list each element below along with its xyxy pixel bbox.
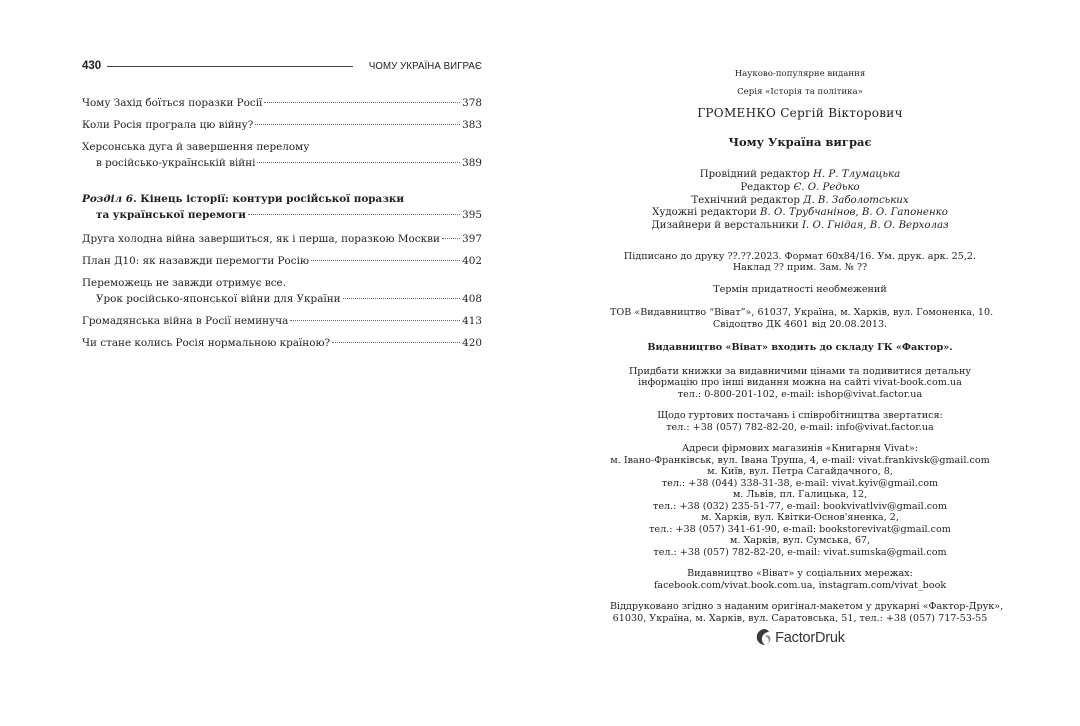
table-of-contents (82, 95, 482, 351)
toc-entry[interactable] (82, 117, 482, 133)
shelf-life: Термін придатності необмежений (713, 283, 887, 295)
dot-leader (332, 342, 460, 343)
running-head (82, 58, 482, 74)
dot-leader (290, 320, 460, 321)
toc-entry-title: План Д10: як назавжди перемогти Росію (82, 255, 309, 267)
credit-line: Технічний редактор Д. В. Заболотських (691, 194, 909, 206)
toc-entry[interactable] (82, 313, 482, 329)
toc-entry[interactable] (82, 253, 482, 269)
print-details: Підписано до друку ??.??.2023. Формат 60х84/16. Ум. друк. арк. 25,2. Наклад ?? прим. Зам. № ?? (623, 250, 977, 274)
printer-info: Віддруковано згідно з наданим оригінал-макетом у друкарні «Фактор-Друк», 61030, Україна, м. Харків, вул. Саратовська, 51, тел.: +38 (057) 717-53-55 (610, 601, 1004, 624)
credit-line: Дизайнери й верстальники І. О. Гнідая, В. О. Верхолаз (651, 220, 949, 232)
toc-entry-page: 413 (462, 315, 482, 327)
author-name: ГРОМЕНКО Сергій Вікторович (697, 106, 903, 120)
toc-entry-title-line2: Урок російсько-японської війни для України (96, 293, 341, 305)
toc-entry-title-line2: в російсько-українській війні (96, 157, 256, 169)
toc-entry-title-line2: та української перемоги (96, 209, 246, 221)
page-number: 430 (82, 60, 102, 72)
purchase-info: Придбати книжки за видавничими цінами та подивитися детальну інформацію про інші видання можна на сайті vivat-book.com.ua тел.: 0-800-201-102, e-mail: ishop@vivat.factor.ua (628, 365, 972, 400)
toc-entry-title: Чому Захід боїться поразки Росії (82, 97, 263, 109)
toc-entry-title: Коли Росія програла цю війну? (82, 119, 254, 131)
credit-line: Провідний редактор Н. Р. Тлумацька (699, 169, 901, 180)
left-page (82, 52, 482, 692)
toc-section-entry[interactable] (82, 191, 482, 223)
toc-entry-page: 420 (462, 337, 482, 349)
credit-line: Художні редактори В. О. Трубчанінов, В. О. Гапоненко (652, 207, 948, 219)
toc-entry-page: 402 (462, 255, 482, 267)
toc-entry-page: 389 (462, 157, 482, 169)
toc-entry-title-line1: Кінець історії: контури російської поразки (140, 193, 405, 205)
social-media-info: Видавництво «Віват» у соціальних мережах: facebook.com/vivat.book.com.ua, instagram.com/vivat_book (653, 568, 947, 591)
dot-leader (311, 260, 460, 261)
toc-entry-page: 395 (462, 209, 482, 221)
toc-entry[interactable] (82, 95, 482, 111)
editorial-credits (610, 169, 990, 233)
factor-druk-logo (755, 627, 845, 646)
toc-entry-title: Громадянська війна в Росії неминуча (82, 315, 289, 327)
logo-wordmark: FactorDruk (775, 630, 845, 647)
series-name: Серія «Історія та політика» (737, 87, 863, 97)
toc-entry-page: 408 (462, 293, 482, 305)
book-title: Чому Україна виграє (728, 135, 872, 149)
running-title: ЧОМУ УКРАЇНА ВИГРАЄ (368, 60, 482, 72)
toc-entry-title: Друга холодна війна завершиться, як і перша, поразкою Москви (82, 233, 440, 245)
toc-entry[interactable] (82, 231, 482, 247)
dot-leader (264, 102, 460, 103)
dot-leader (257, 162, 460, 163)
section-prefix: Розділ 6. (82, 193, 137, 205)
toc-entry-title: Чи стане колись Росія нормальною країною? (82, 337, 331, 349)
credit-line: Редактор Є. О. Редько (740, 181, 860, 193)
toc-entry-title-line1: Херсонська дуга й завершення перелому (82, 141, 310, 153)
toc-entry[interactable] (82, 139, 482, 171)
shop-addresses: Адреси фірмових магазинів «Книгарня Vivat»: м. Івано-Франківськ, вул. Івана Труша, 4, e-mail: vivat.frankivsk@gmail.com м. Київ, вул. Петра Сагайдачного, 8, тел.: +38 (044) 338-31-38, e-mail: vivat.kyiv@gmail.com м. Львів, пл. Галицька, 12, тел.: +38 (032) 235-51-77, e-mail: bookvivatlviv@gmail.com м. Харків, вул. Квітки-Основ'яненка, 2, тел.: +38 (057) 341-61-90, e-mail: bookstorevivat@gmail.com м. Харків, вул. Сумська, 67, тел.: +38 (057) 782-82-20, e-mail: vivat.sumska@gmail.com (610, 443, 990, 558)
factor-druk-logo-icon (755, 628, 771, 646)
dot-leader (255, 124, 460, 125)
group-note: Видавництво «Віват» входить до складу ГК «Фактор». (647, 342, 953, 354)
wholesale-info: Щодо гуртових постачань і співробітництва звертатися: тел.: +38 (057) 782-82-20, e-mail: info@vivat.factor.ua (657, 410, 943, 433)
edition-type: Науково-популярне видання (734, 69, 866, 79)
toc-entry[interactable] (82, 335, 482, 351)
dot-leader (442, 238, 460, 239)
toc-entry[interactable] (82, 275, 482, 307)
toc-entry-page: 383 (462, 119, 482, 131)
toc-entry-title-line1: Переможець не завжди отримує все. (82, 277, 286, 289)
dot-leader (248, 214, 460, 215)
dot-leader (343, 298, 461, 299)
header-rule (107, 66, 353, 67)
publisher-info: ТОВ «Видавництво “Віват”», 61037, Україна, м. Харків, вул. Гомоненка, 10. Свідоцтво ДК 4601 від 20.08.2013. (610, 307, 994, 330)
toc-entry-page: 378 (462, 97, 482, 109)
right-page-imprint (610, 52, 1004, 692)
toc-entry-page: 397 (462, 233, 482, 245)
